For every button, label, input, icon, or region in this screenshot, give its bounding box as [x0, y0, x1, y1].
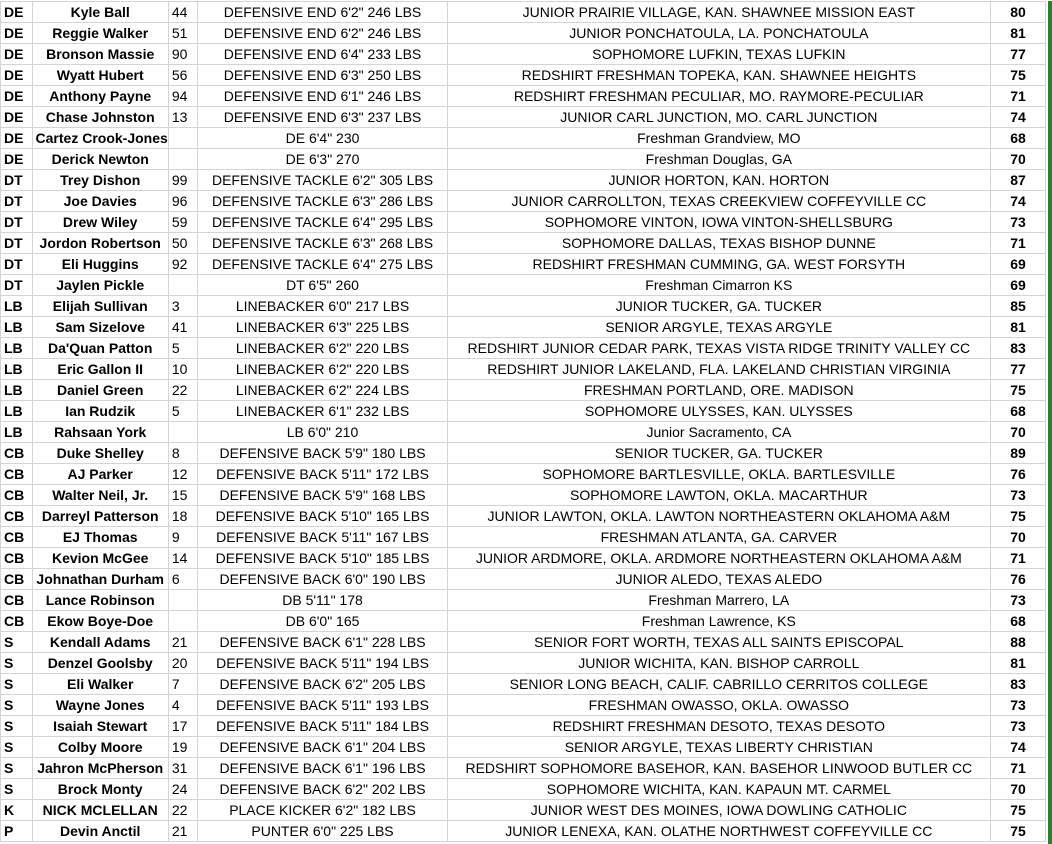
rating-cell[interactable]: 89 — [991, 443, 1046, 464]
position-size-cell[interactable]: DEFENSIVE END 6'4" 233 LBS — [198, 44, 447, 65]
table-row — [1, 464, 1046, 485]
jersey-number-cell[interactable]: 41 — [168, 317, 198, 338]
player-name-cell[interactable]: Joe Davies — [32, 191, 168, 212]
class-hometown-cell[interactable]: SENIOR TUCKER, GA. TUCKER — [447, 443, 990, 464]
player-name-cell[interactable]: Cartez Crook-Jones — [32, 128, 168, 149]
position-size-cell[interactable]: DEFENSIVE TACKLE 6'3" 268 LBS — [198, 233, 447, 254]
position-cell[interactable]: CB — [1, 527, 33, 548]
class-hometown-cell[interactable]: SOPHOMORE VINTON, IOWA VINTON-SHELLSBURG — [447, 212, 990, 233]
player-name-cell[interactable]: Elijah Sullivan — [32, 296, 168, 317]
jersey-number-cell[interactable] — [168, 422, 198, 443]
position-size-cell[interactable]: LINEBACKER 6'0" 217 LBS — [198, 296, 447, 317]
position-cell[interactable]: DT — [1, 275, 33, 296]
jersey-number-cell[interactable]: 8 — [168, 443, 198, 464]
player-name-cell[interactable]: AJ Parker — [32, 464, 168, 485]
player-name-cell[interactable]: Eli Walker — [32, 674, 168, 695]
class-hometown-cell[interactable]: REDSHIRT FRESHMAN CUMMING, GA. WEST FORSYTH — [447, 254, 990, 275]
table-row — [1, 128, 1046, 149]
class-hometown-cell[interactable]: JUNIOR ARDMORE, OKLA. ARDMORE NORTHEASTERN OKLAHOMA A&M — [447, 548, 990, 569]
position-size-cell[interactable]: DEFENSIVE END 6'3" 237 LBS — [198, 107, 447, 128]
position-cell[interactable]: K — [1, 800, 33, 821]
position-cell[interactable]: CB — [1, 464, 33, 485]
class-hometown-cell[interactable]: REDSHIRT FRESHMAN TOPEKA, KAN. SHAWNEE HEIGHTS — [447, 65, 990, 86]
rating-cell[interactable]: 68 — [991, 128, 1046, 149]
jersey-number-cell[interactable]: 51 — [168, 23, 198, 44]
player-name-cell[interactable]: EJ Thomas — [32, 527, 168, 548]
position-cell[interactable]: DT — [1, 212, 33, 233]
class-hometown-cell[interactable]: SOPHOMORE BARTLESVILLE, OKLA. BARTLESVILLE — [447, 464, 990, 485]
jersey-number-cell[interactable]: 19 — [168, 737, 198, 758]
position-size-cell[interactable]: DEFENSIVE BACK 6'0" 190 LBS — [198, 569, 447, 590]
position-cell[interactable]: DE — [1, 65, 33, 86]
rating-cell[interactable]: 76 — [991, 464, 1046, 485]
position-size-cell[interactable]: LINEBACKER 6'2" 220 LBS — [198, 338, 447, 359]
position-size-cell[interactable]: DEFENSIVE TACKLE 6'4" 275 LBS — [198, 254, 447, 275]
table-row — [1, 296, 1046, 317]
rating-cell[interactable]: 73 — [991, 485, 1046, 506]
table-row — [1, 527, 1046, 548]
class-hometown-cell[interactable]: Freshman Cimarron KS — [447, 275, 990, 296]
position-cell[interactable]: LB — [1, 422, 33, 443]
position-cell[interactable]: CB — [1, 485, 33, 506]
player-name-cell[interactable]: Derick Newton — [32, 149, 168, 170]
rating-cell[interactable]: 74 — [991, 107, 1046, 128]
jersey-number-cell[interactable] — [168, 149, 198, 170]
window-edge-accent — [1048, 1, 1052, 844]
position-cell[interactable]: S — [1, 758, 33, 779]
player-name-cell[interactable]: Jaylen Pickle — [32, 275, 168, 296]
table-row — [1, 611, 1046, 632]
class-hometown-cell[interactable]: Freshman Douglas, GA — [447, 149, 990, 170]
player-name-cell[interactable]: Jahron McPherson — [32, 758, 168, 779]
player-name-cell[interactable]: Rahsaan York — [32, 422, 168, 443]
position-size-cell[interactable]: DEFENSIVE BACK 6'1" 228 LBS — [198, 632, 447, 653]
table-row — [1, 632, 1046, 653]
jersey-number-cell[interactable]: 24 — [168, 779, 198, 800]
player-name-cell[interactable]: Drew Wiley — [32, 212, 168, 233]
table-row — [1, 506, 1046, 527]
position-size-cell[interactable]: LINEBACKER 6'3" 225 LBS — [198, 317, 447, 338]
position-size-cell[interactable]: DEFENSIVE BACK 6'1" 196 LBS — [198, 758, 447, 779]
player-name-cell[interactable]: Bronson Massie — [32, 44, 168, 65]
position-cell[interactable]: LB — [1, 338, 33, 359]
table-row — [1, 2, 1046, 23]
position-cell[interactable]: DT — [1, 254, 33, 275]
table-row — [1, 380, 1046, 401]
player-name-cell[interactable]: NICK MCLELLAN — [32, 800, 168, 821]
position-size-cell[interactable]: DEFENSIVE END 6'1" 246 LBS — [198, 86, 447, 107]
class-hometown-cell[interactable]: JUNIOR PONCHATOULA, LA. PONCHATOULA — [447, 23, 990, 44]
jersey-number-cell[interactable]: 94 — [168, 86, 198, 107]
rating-cell[interactable]: 87 — [991, 170, 1046, 191]
jersey-number-cell[interactable]: 18 — [168, 506, 198, 527]
class-hometown-cell[interactable]: Freshman Grandview, MO — [447, 128, 990, 149]
position-size-cell[interactable]: DEFENSIVE BACK 6'2" 205 LBS — [198, 674, 447, 695]
rating-cell[interactable]: 71 — [991, 548, 1046, 569]
rating-cell[interactable]: 77 — [991, 359, 1046, 380]
rating-cell[interactable]: 85 — [991, 296, 1046, 317]
position-cell[interactable]: DE — [1, 128, 33, 149]
jersey-number-cell[interactable]: 14 — [168, 548, 198, 569]
class-hometown-cell[interactable]: SENIOR ARGYLE, TEXAS ARGYLE — [447, 317, 990, 338]
player-name-cell[interactable]: Jordon Robertson — [32, 233, 168, 254]
table-row — [1, 737, 1046, 758]
jersey-number-cell[interactable]: 90 — [168, 44, 198, 65]
position-cell[interactable]: CB — [1, 611, 33, 632]
position-size-cell[interactable]: DEFENSIVE BACK 5'10" 165 LBS — [198, 506, 447, 527]
table-row — [1, 149, 1046, 170]
position-cell[interactable]: P — [1, 821, 33, 842]
position-cell[interactable]: S — [1, 674, 33, 695]
position-size-cell[interactable]: DEFENSIVE BACK 5'9" 180 LBS — [198, 443, 447, 464]
class-hometown-cell[interactable]: REDSHIRT FRESHMAN DESOTO, TEXAS DESOTO — [447, 716, 990, 737]
rating-cell[interactable]: 75 — [991, 800, 1046, 821]
position-cell[interactable]: DT — [1, 233, 33, 254]
jersey-number-cell[interactable]: 59 — [168, 212, 198, 233]
rating-cell[interactable]: 70 — [991, 422, 1046, 443]
jersey-number-cell[interactable]: 10 — [168, 359, 198, 380]
class-hometown-cell[interactable]: JUNIOR WICHITA, KAN. BISHOP CARROLL — [447, 653, 990, 674]
rating-cell[interactable]: 73 — [991, 695, 1046, 716]
player-name-cell[interactable]: Reggie Walker — [32, 23, 168, 44]
table-row — [1, 170, 1046, 191]
jersey-number-cell[interactable]: 31 — [168, 758, 198, 779]
position-size-cell[interactable]: DEFENSIVE TACKLE 6'3" 286 LBS — [198, 191, 447, 212]
position-cell[interactable]: S — [1, 779, 33, 800]
class-hometown-cell[interactable]: JUNIOR TUCKER, GA. TUCKER — [447, 296, 990, 317]
rating-cell[interactable]: 68 — [991, 611, 1046, 632]
player-name-cell[interactable]: Kendall Adams — [32, 632, 168, 653]
rating-cell[interactable]: 81 — [991, 317, 1046, 338]
table-row — [1, 821, 1046, 842]
jersey-number-cell[interactable] — [168, 611, 198, 632]
rating-cell[interactable]: 73 — [991, 212, 1046, 233]
jersey-number-cell[interactable]: 9 — [168, 527, 198, 548]
player-name-cell[interactable]: Anthony Payne — [32, 86, 168, 107]
position-size-cell[interactable]: DT 6'5" 260 — [198, 275, 447, 296]
table-row — [1, 422, 1046, 443]
jersey-number-cell[interactable]: 5 — [168, 338, 198, 359]
player-name-cell[interactable]: Sam Sizelove — [32, 317, 168, 338]
class-hometown-cell[interactable]: REDSHIRT JUNIOR CEDAR PARK, TEXAS VISTA RIDGE TRINITY VALLEY CC — [447, 338, 990, 359]
jersey-number-cell[interactable]: 99 — [168, 170, 198, 191]
table-row — [1, 401, 1046, 422]
table-row — [1, 86, 1046, 107]
class-hometown-cell[interactable]: SOPHOMORE DALLAS, TEXAS BISHOP DUNNE — [447, 233, 990, 254]
position-cell[interactable]: LB — [1, 296, 33, 317]
class-hometown-cell[interactable]: JUNIOR WEST DES MOINES, IOWA DOWLING CATHOLIC — [447, 800, 990, 821]
position-size-cell[interactable]: DEFENSIVE BACK 5'11" 184 LBS — [198, 716, 447, 737]
position-cell[interactable]: DE — [1, 23, 33, 44]
position-cell[interactable]: LB — [1, 401, 33, 422]
position-size-cell[interactable]: LB 6'0" 210 — [198, 422, 447, 443]
position-size-cell[interactable]: LINEBACKER 6'2" 220 LBS — [198, 359, 447, 380]
position-cell[interactable]: DE — [1, 149, 33, 170]
class-hometown-cell[interactable]: JUNIOR CARL JUNCTION, MO. CARL JUNCTION — [447, 107, 990, 128]
class-hometown-cell[interactable]: Freshman Lawrence, KS — [447, 611, 990, 632]
position-size-cell[interactable]: PUNTER 6'0" 225 LBS — [198, 821, 447, 842]
jersey-number-cell[interactable]: 13 — [168, 107, 198, 128]
table-row — [1, 653, 1046, 674]
position-cell[interactable]: S — [1, 737, 33, 758]
position-cell[interactable]: S — [1, 716, 33, 737]
jersey-number-cell[interactable]: 6 — [168, 569, 198, 590]
position-cell[interactable]: DT — [1, 191, 33, 212]
class-hometown-cell[interactable]: JUNIOR PRAIRIE VILLAGE, KAN. SHAWNEE MISSION EAST — [447, 2, 990, 23]
position-cell[interactable]: CB — [1, 590, 33, 611]
jersey-number-cell[interactable]: 15 — [168, 485, 198, 506]
rating-cell[interactable]: 83 — [991, 338, 1046, 359]
class-hometown-cell[interactable]: JUNIOR CARROLLTON, TEXAS CREEKVIEW COFFEYVILLE CC — [447, 191, 990, 212]
class-hometown-cell[interactable]: JUNIOR ALEDO, TEXAS ALEDO — [447, 569, 990, 590]
rating-cell[interactable]: 83 — [991, 674, 1046, 695]
rating-cell[interactable]: 88 — [991, 632, 1046, 653]
rating-cell[interactable]: 69 — [991, 254, 1046, 275]
rating-cell[interactable]: 69 — [991, 275, 1046, 296]
table-row — [1, 569, 1046, 590]
player-name-cell[interactable]: Colby Moore — [32, 737, 168, 758]
rating-cell[interactable]: 75 — [991, 821, 1046, 842]
table-row — [1, 779, 1046, 800]
player-name-cell[interactable]: Daniel Green — [32, 380, 168, 401]
rating-cell[interactable]: 70 — [991, 779, 1046, 800]
jersey-number-cell[interactable]: 21 — [168, 821, 198, 842]
jersey-number-cell[interactable]: 22 — [168, 800, 198, 821]
table-row — [1, 191, 1046, 212]
jersey-number-cell[interactable]: 21 — [168, 632, 198, 653]
jersey-number-cell[interactable]: 4 — [168, 695, 198, 716]
table-row — [1, 695, 1046, 716]
table-row — [1, 485, 1046, 506]
class-hometown-cell[interactable]: FRESHMAN PORTLAND, ORE. MADISON — [447, 380, 990, 401]
class-hometown-cell[interactable]: SENIOR FORT WORTH, TEXAS ALL SAINTS EPISCOPAL — [447, 632, 990, 653]
class-hometown-cell[interactable]: SENIOR LONG BEACH, CALIF. CABRILLO CERRITOS COLLEGE — [447, 674, 990, 695]
position-cell[interactable]: DE — [1, 44, 33, 65]
class-hometown-cell[interactable]: REDSHIRT JUNIOR LAKELAND, FLA. LAKELAND CHRISTIAN VIRGINIA — [447, 359, 990, 380]
table-row — [1, 338, 1046, 359]
position-cell[interactable]: S — [1, 653, 33, 674]
class-hometown-cell[interactable]: SOPHOMORE WICHITA, KAN. KAPAUN MT. CARMEL — [447, 779, 990, 800]
position-size-cell[interactable]: DEFENSIVE BACK 5'9" 168 LBS — [198, 485, 447, 506]
jersey-number-cell[interactable] — [168, 275, 198, 296]
position-size-cell[interactable]: DEFENSIVE BACK 5'10" 185 LBS — [198, 548, 447, 569]
jersey-number-cell[interactable]: 7 — [168, 674, 198, 695]
player-name-cell[interactable]: Ekow Boye-Doe — [32, 611, 168, 632]
jersey-number-cell[interactable]: 50 — [168, 233, 198, 254]
rating-cell[interactable]: 80 — [991, 2, 1046, 23]
player-name-cell[interactable]: Eric Gallon II — [32, 359, 168, 380]
jersey-number-cell[interactable]: 22 — [168, 380, 198, 401]
table-row — [1, 674, 1046, 695]
class-hometown-cell[interactable]: JUNIOR LAWTON, OKLA. LAWTON NORTHEASTERN OKLAHOMA A&M — [447, 506, 990, 527]
position-size-cell[interactable]: DEFENSIVE TACKLE 6'2" 305 LBS — [198, 170, 447, 191]
player-name-cell[interactable]: Darreyl Patterson — [32, 506, 168, 527]
position-size-cell[interactable]: DE 6'4" 230 — [198, 128, 447, 149]
position-size-cell[interactable]: DEFENSIVE END 6'2" 246 LBS — [198, 23, 447, 44]
class-hometown-cell[interactable]: REDSHIRT FRESHMAN PECULIAR, MO. RAYMORE-PECULIAR — [447, 86, 990, 107]
roster-rows — [1, 2, 1046, 842]
rating-cell[interactable]: 77 — [991, 44, 1046, 65]
roster-spreadsheet — [0, 1, 1046, 842]
class-hometown-cell[interactable]: Junior Sacramento, CA — [447, 422, 990, 443]
rating-cell[interactable]: 73 — [991, 716, 1046, 737]
class-hometown-cell[interactable]: SENIOR ARGYLE, TEXAS LIBERTY CHRISTIAN — [447, 737, 990, 758]
position-cell[interactable]: CB — [1, 548, 33, 569]
position-cell[interactable]: DE — [1, 2, 33, 23]
rating-cell[interactable]: 73 — [991, 590, 1046, 611]
table-row — [1, 254, 1046, 275]
rating-cell[interactable]: 70 — [991, 149, 1046, 170]
player-name-cell[interactable]: Brock Monty — [32, 779, 168, 800]
position-cell[interactable]: S — [1, 632, 33, 653]
class-hometown-cell[interactable]: SOPHOMORE LAWTON, OKLA. MACARTHUR — [447, 485, 990, 506]
jersey-number-cell[interactable]: 92 — [168, 254, 198, 275]
position-size-cell[interactable]: DEFENSIVE BACK 6'1" 204 LBS — [198, 737, 447, 758]
player-name-cell[interactable]: Kyle Ball — [32, 2, 168, 23]
class-hometown-cell[interactable]: JUNIOR HORTON, KAN. HORTON — [447, 170, 990, 191]
position-size-cell[interactable]: PLACE KICKER 6'2" 182 LBS — [198, 800, 447, 821]
rating-cell[interactable]: 74 — [991, 737, 1046, 758]
player-name-cell[interactable]: Da'Quan Patton — [32, 338, 168, 359]
table-row — [1, 233, 1046, 254]
class-hometown-cell[interactable]: JUNIOR LENEXA, KAN. OLATHE NORTHWEST COFFEYVILLE CC — [447, 821, 990, 842]
position-size-cell[interactable]: DB 5'11" 178 — [198, 590, 447, 611]
table-row — [1, 359, 1046, 380]
player-name-cell[interactable]: Isaiah Stewart — [32, 716, 168, 737]
table-row — [1, 65, 1046, 86]
player-name-cell[interactable]: Duke Shelley — [32, 443, 168, 464]
table-row — [1, 443, 1046, 464]
position-size-cell[interactable]: DEFENSIVE BACK 6'2" 202 LBS — [198, 779, 447, 800]
player-name-cell[interactable]: Johnathan Durham — [32, 569, 168, 590]
position-size-cell[interactable]: LINEBACKER 6'1" 232 LBS — [198, 401, 447, 422]
table-row — [1, 107, 1046, 128]
player-name-cell[interactable]: Wayne Jones — [32, 695, 168, 716]
jersey-number-cell[interactable] — [168, 590, 198, 611]
rating-cell[interactable]: 75 — [991, 506, 1046, 527]
class-hometown-cell[interactable]: FRESHMAN OWASSO, OKLA. OWASSO — [447, 695, 990, 716]
table-row — [1, 548, 1046, 569]
rating-cell[interactable]: 75 — [991, 380, 1046, 401]
jersey-number-cell[interactable]: 44 — [168, 2, 198, 23]
rating-cell[interactable]: 70 — [991, 527, 1046, 548]
player-name-cell[interactable]: Eli Huggins — [32, 254, 168, 275]
rating-cell[interactable]: 75 — [991, 65, 1046, 86]
player-name-cell[interactable]: Wyatt Hubert — [32, 65, 168, 86]
table-row — [1, 758, 1046, 779]
jersey-number-cell[interactable]: 20 — [168, 653, 198, 674]
player-name-cell[interactable]: Kevion McGee — [32, 548, 168, 569]
rating-cell[interactable]: 71 — [991, 758, 1046, 779]
position-cell[interactable]: DE — [1, 86, 33, 107]
position-size-cell[interactable]: DEFENSIVE TACKLE 6'4" 295 LBS — [198, 212, 447, 233]
jersey-number-cell[interactable] — [168, 128, 198, 149]
class-hometown-cell[interactable]: Freshman Marrero, LA — [447, 590, 990, 611]
rating-cell[interactable]: 71 — [991, 86, 1046, 107]
class-hometown-cell[interactable]: FRESHMAN ATLANTA, GA. CARVER — [447, 527, 990, 548]
class-hometown-cell[interactable]: SOPHOMORE ULYSSES, KAN. ULYSSES — [447, 401, 990, 422]
table-row — [1, 590, 1046, 611]
player-name-cell[interactable]: Walter Neil, Jr. — [32, 485, 168, 506]
jersey-number-cell[interactable]: 17 — [168, 716, 198, 737]
rating-cell[interactable]: 74 — [991, 191, 1046, 212]
class-hometown-cell[interactable]: SOPHOMORE LUFKIN, TEXAS LUFKIN — [447, 44, 990, 65]
jersey-number-cell[interactable]: 56 — [168, 65, 198, 86]
player-name-cell[interactable]: Trey Dishon — [32, 170, 168, 191]
player-name-cell[interactable]: Lance Robinson — [32, 590, 168, 611]
position-cell[interactable]: LB — [1, 359, 33, 380]
table-row — [1, 317, 1046, 338]
position-cell[interactable]: LB — [1, 317, 33, 338]
position-size-cell[interactable]: DEFENSIVE END 6'2" 246 LBS — [198, 2, 447, 23]
table-row — [1, 275, 1046, 296]
table-row — [1, 716, 1046, 737]
position-size-cell[interactable]: DEFENSIVE BACK 5'11" 193 LBS — [198, 695, 447, 716]
player-name-cell[interactable]: Chase Johnston — [32, 107, 168, 128]
jersey-number-cell[interactable]: 96 — [168, 191, 198, 212]
jersey-number-cell[interactable]: 12 — [168, 464, 198, 485]
position-size-cell[interactable]: DEFENSIVE END 6'3" 250 LBS — [198, 65, 447, 86]
position-size-cell[interactable]: DB 6'0" 165 — [198, 611, 447, 632]
jersey-number-cell[interactable]: 3 — [168, 296, 198, 317]
position-size-cell[interactable]: DEFENSIVE BACK 5'11" 172 LBS — [198, 464, 447, 485]
position-size-cell[interactable]: DE 6'3" 270 — [198, 149, 447, 170]
player-name-cell[interactable]: Ian Rudzik — [32, 401, 168, 422]
rating-cell[interactable]: 76 — [991, 569, 1046, 590]
table-row — [1, 212, 1046, 233]
position-cell[interactable]: S — [1, 695, 33, 716]
position-cell[interactable]: DT — [1, 170, 33, 191]
table-row — [1, 23, 1046, 44]
position-size-cell[interactable]: LINEBACKER 6'2" 224 LBS — [198, 380, 447, 401]
position-cell[interactable]: CB — [1, 506, 33, 527]
player-name-cell[interactable]: Devin Anctil — [32, 821, 168, 842]
class-hometown-cell[interactable]: REDSHIRT SOPHOMORE BASEHOR, KAN. BASEHOR LINWOOD BUTLER CC — [447, 758, 990, 779]
position-size-cell[interactable]: DEFENSIVE BACK 5'11" 194 LBS — [198, 653, 447, 674]
position-cell[interactable]: CB — [1, 569, 33, 590]
table-row — [1, 800, 1046, 821]
rating-cell[interactable]: 81 — [991, 653, 1046, 674]
rating-cell[interactable]: 71 — [991, 233, 1046, 254]
rating-cell[interactable]: 81 — [991, 23, 1046, 44]
jersey-number-cell[interactable]: 5 — [168, 401, 198, 422]
position-size-cell[interactable]: DEFENSIVE BACK 5'11" 167 LBS — [198, 527, 447, 548]
position-cell[interactable]: LB — [1, 380, 33, 401]
position-cell[interactable]: CB — [1, 443, 33, 464]
rating-cell[interactable]: 68 — [991, 401, 1046, 422]
player-name-cell[interactable]: Denzel Goolsby — [32, 653, 168, 674]
table-row — [1, 44, 1046, 65]
position-cell[interactable]: DE — [1, 107, 33, 128]
